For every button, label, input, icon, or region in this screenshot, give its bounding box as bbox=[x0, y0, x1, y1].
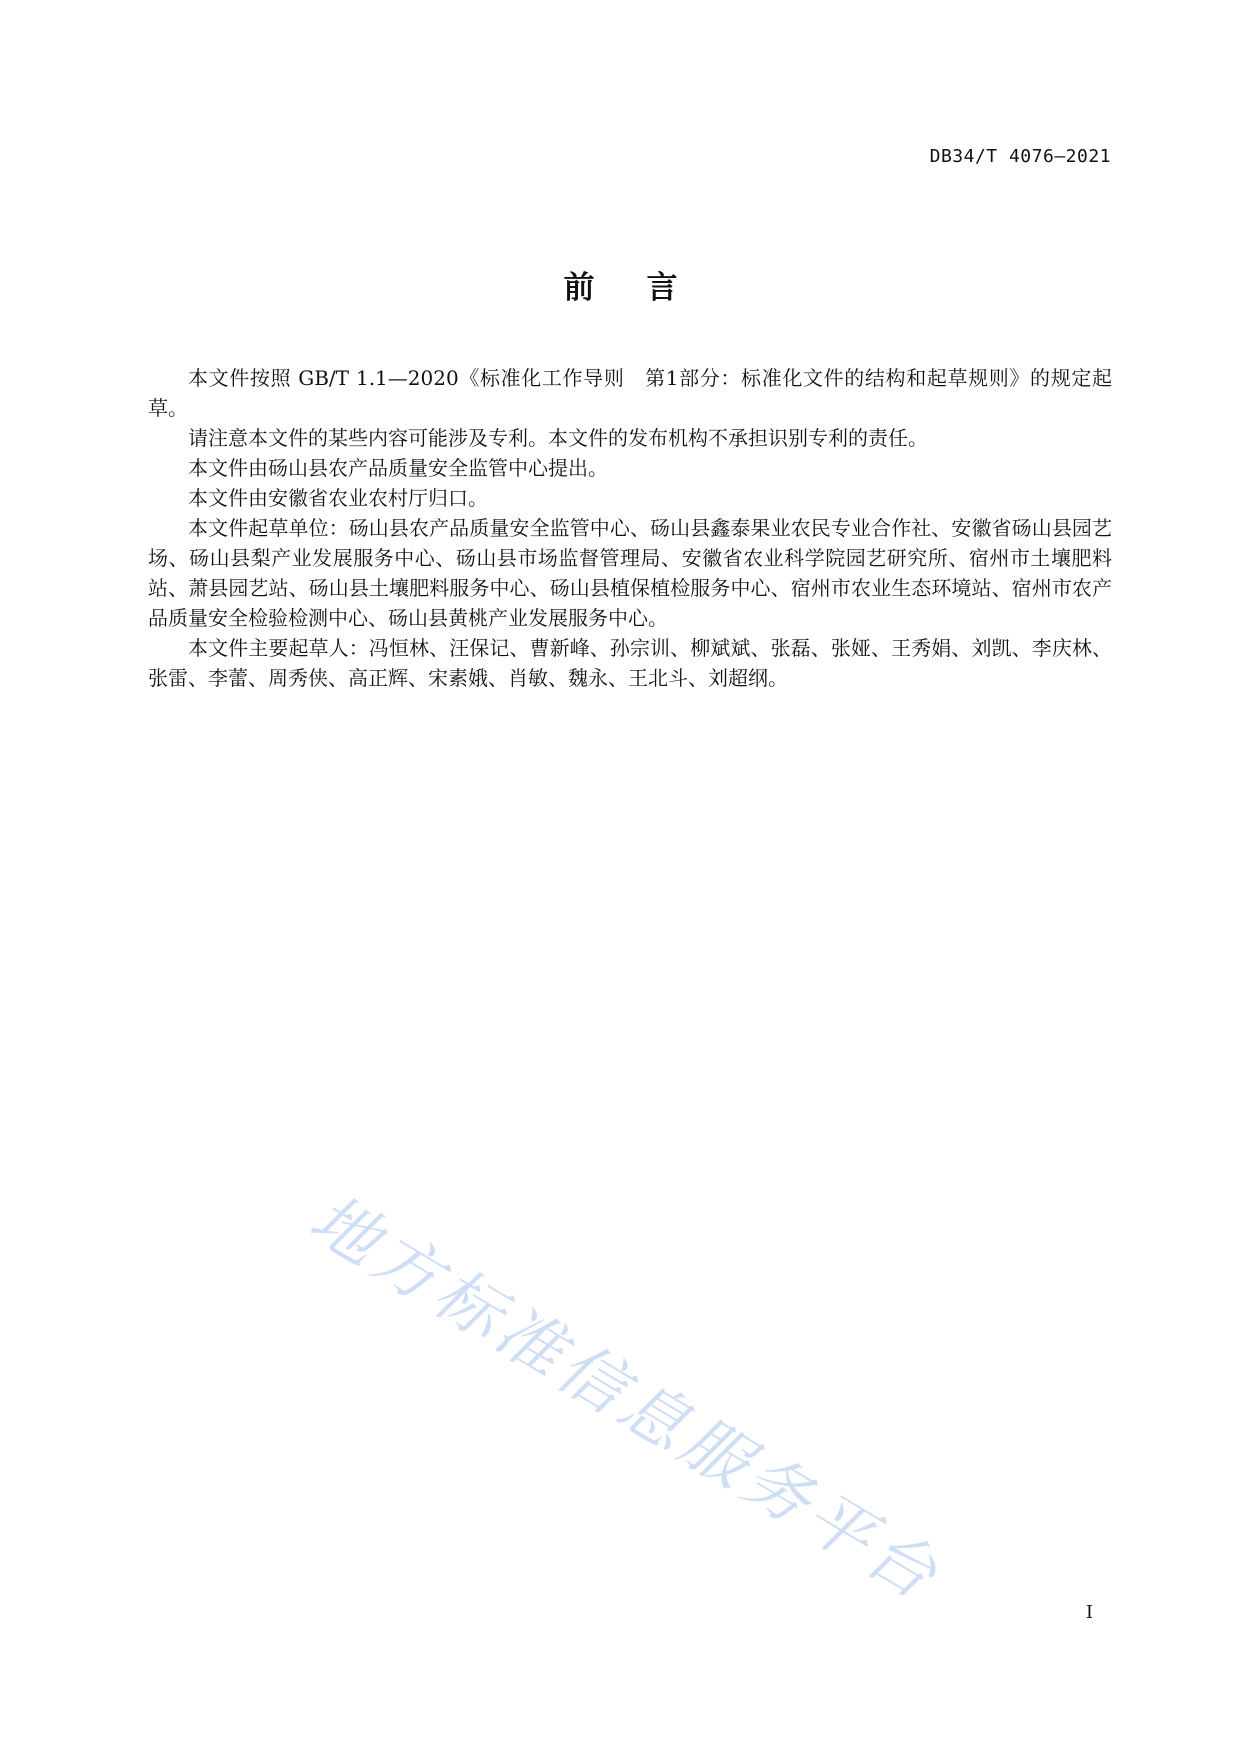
paragraph-drafting-units: 本文件起草单位：砀山县农产品质量安全监管中心、砀山县鑫泰果业农民专业合作社、安徽省砀山县园艺场、砀山县梨产业发展服务中心、砀山县市场监督管理局、安徽省农业科学院园艺研究所、宿州市土壤肥料站、萧县园艺站、砀山县土壤肥料服务中心、砀山县植保植检服务中心、宿州市农业生态环境站、宿州市农产品质量安全检验检测中心、砀山县黄桃产业发展服务中心。 bbox=[148, 516, 1112, 630]
paragraph-main-drafters: 本文件主要起草人：冯恒林、汪保记、曹新峰、孙宗训、柳斌斌、张磊、张娅、王秀娟、刘凯、李庆林、张雷、李蕾、周秀侠、高正辉、宋素娥、肖敏、魏永、王北斗、刘超纲。 bbox=[148, 636, 1112, 690]
watermark: 地方标准信息服务平台 bbox=[297, 1179, 954, 1617]
paragraph-administrator: 本文件由安徽省农业农村厅归口。 bbox=[188, 486, 488, 510]
paragraph-drafting-rules: 本文件按照 GB/T 1.1—2020《标准化工作导则 第1部分：标准化文件的结构和起草规则》的规定起草。 bbox=[148, 366, 1112, 420]
document-code: DB34/T 4076—2021 bbox=[929, 146, 1111, 167]
page-title: 前言 bbox=[563, 270, 730, 306]
paragraph-proposer: 本文件由砀山县农产品质量安全监管中心提出。 bbox=[188, 456, 608, 480]
paragraph-patent-notice: 请注意本文件的某些内容可能涉及专利。本文件的发布机构不承担识别专利的责任。 bbox=[188, 426, 928, 450]
page-number: I bbox=[1085, 1602, 1093, 1623]
preface-body bbox=[148, 363, 1112, 693]
